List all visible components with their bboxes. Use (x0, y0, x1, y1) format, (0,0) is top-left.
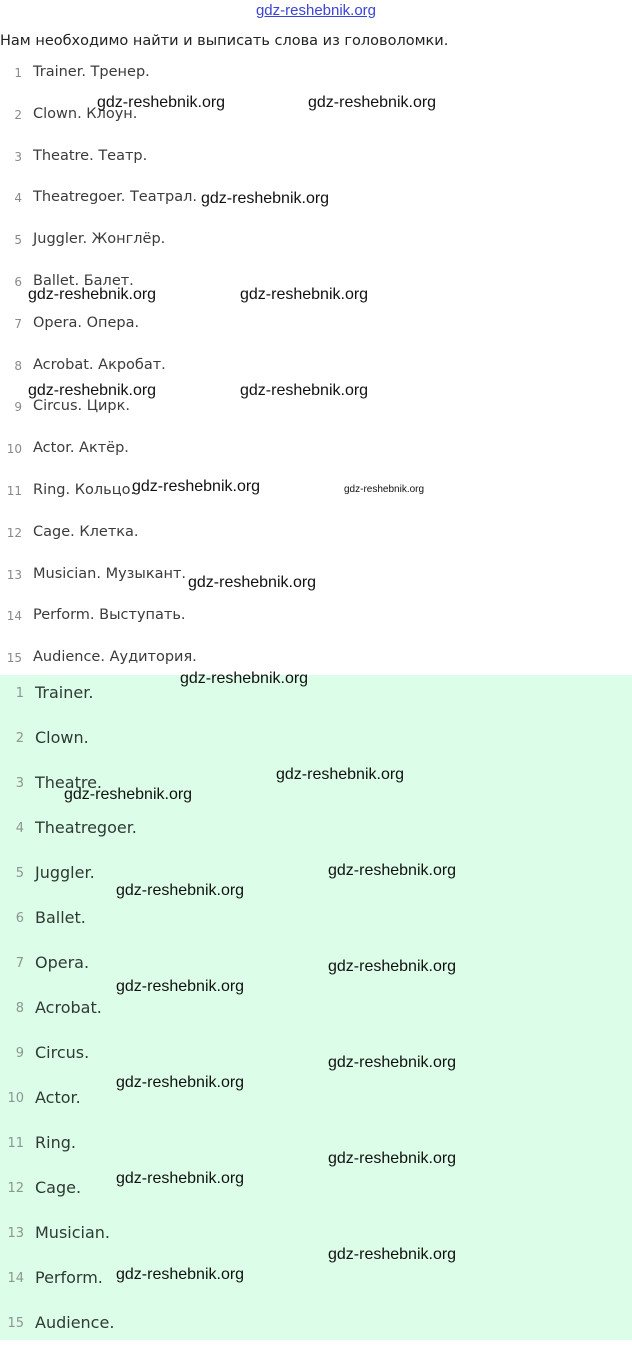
item-number: 9 (14, 400, 22, 415)
list-item (0, 303, 632, 345)
answer-item (0, 945, 632, 990)
watermark-text: gdz-reshebnik.org (180, 670, 309, 687)
watermark-text: gdz-reshebnik.org (328, 1054, 457, 1071)
answer-text: Circus. (35, 1043, 90, 1062)
list-item (0, 512, 632, 554)
item-text: Juggler. Жонглёр. (33, 231, 166, 248)
answer-number: 1 (15, 686, 24, 701)
answer-text: Clown. (35, 728, 89, 747)
site-header-link[interactable]: gdz-reshebnik.org (255, 2, 377, 19)
item-text: Theatre. Театр. (33, 147, 148, 164)
answer-number: 8 (15, 1001, 24, 1016)
task-intro: Нам необходимо найти и выписать слова из головоломки. (0, 33, 449, 49)
item-number: 2 (14, 107, 22, 122)
watermark-text: gdz-reshebnik.org (328, 862, 457, 879)
list-item (0, 345, 632, 387)
watermark-text: gdz-reshebnik.org (116, 882, 245, 899)
answer-item (0, 720, 632, 765)
answer-text: Cage. (35, 1178, 82, 1197)
watermark-text: gdz-reshebnik.org (28, 286, 157, 303)
answer-number: 4 (15, 821, 24, 836)
item-number: 1 (14, 66, 22, 80)
item-text: Circus. Цирк. (33, 398, 130, 415)
answer-item (0, 1035, 632, 1080)
item-number: 14 (6, 609, 22, 624)
watermark-text: gdz-reshebnik.org (64, 786, 193, 803)
item-text: Actor. Актёр. (33, 440, 129, 457)
answer-item (0, 1125, 632, 1170)
list-item (0, 428, 632, 470)
item-text: Cage. Клетка. (33, 523, 139, 540)
watermark-text: gdz-reshebnik.org (344, 484, 425, 495)
watermark-text: gdz-reshebnik.org (28, 382, 157, 399)
watermark-text: gdz-reshebnik.org (132, 478, 261, 495)
item-number: 12 (6, 525, 22, 540)
watermark-text: gdz-reshebnik.org (97, 94, 226, 111)
watermark-text: gdz-reshebnik.org (116, 1266, 245, 1283)
answer-item (0, 900, 632, 945)
item-number: 13 (6, 567, 22, 582)
answer-number: 14 (7, 1271, 24, 1286)
item-number: 6 (14, 275, 22, 289)
item-number: 15 (6, 651, 22, 666)
answer-number: 2 (15, 731, 24, 746)
list-item (0, 595, 632, 637)
watermark-text: gdz-reshebnik.org (116, 978, 245, 995)
answer-text: Ballet. (35, 908, 86, 927)
watermark-text: gdz-reshebnik.org (328, 958, 457, 975)
answer-number: 3 (15, 776, 24, 791)
list-item (0, 637, 632, 679)
item-text: Theatregoer. Театрал. (33, 189, 198, 206)
list-item (0, 470, 632, 512)
answer-item (0, 855, 632, 900)
item-number: 7 (14, 316, 22, 331)
item-number: 11 (6, 484, 22, 498)
item-number: 10 (6, 442, 22, 457)
item-text: Audience. Аудитория. (33, 649, 197, 666)
answer-item (0, 675, 632, 720)
watermark-text: gdz-reshebnik.org (201, 190, 330, 207)
list-item (0, 219, 632, 261)
answer-number: 15 (7, 1316, 24, 1331)
watermark-text: gdz-reshebnik.org (308, 94, 437, 111)
item-text: Clown. Клоун. (33, 105, 138, 122)
watermark-text: gdz-reshebnik.org (188, 574, 317, 591)
answer-text: Theatregoer. (35, 818, 137, 837)
answer-item (0, 1305, 632, 1350)
answer-item (0, 1215, 632, 1260)
item-text: Ring. Кольцо. (33, 482, 136, 498)
answer-text: Actor. (35, 1088, 81, 1107)
answer-item (0, 1080, 632, 1125)
answer-text: Theatre. (35, 773, 102, 792)
watermark-text: gdz-reshebnik.org (328, 1150, 457, 1167)
list-item (0, 52, 632, 94)
watermark-text: gdz-reshebnik.org (116, 1170, 245, 1187)
watermark-text: gdz-reshebnik.org (240, 382, 369, 399)
answer-number: 13 (7, 1226, 24, 1241)
item-text: Perform. Выступать. (33, 607, 186, 624)
item-number: 4 (14, 191, 22, 206)
watermark-text: gdz-reshebnik.org (240, 286, 369, 303)
item-text: Ballet. Балет. (33, 273, 134, 289)
item-text: Musician. Музыкант. (33, 565, 187, 582)
answer-item (0, 990, 632, 1035)
watermark-text: gdz-reshebnik.org (328, 1246, 457, 1263)
answer-text: Acrobat. (35, 998, 102, 1017)
watermark-text: gdz-reshebnik.org (276, 766, 405, 783)
answer-text: Perform. (35, 1268, 103, 1287)
watermark-text: gdz-reshebnik.org (116, 1074, 245, 1091)
answer-text: Musician. (35, 1223, 110, 1242)
answer-number: 12 (7, 1181, 24, 1196)
answer-text: Opera. (35, 953, 90, 972)
answer-text: Juggler. (35, 863, 95, 882)
answer-number: 9 (15, 1046, 24, 1061)
item-number: 8 (14, 358, 22, 373)
item-text: Opera. Опера. (33, 314, 140, 331)
answer-item (0, 1260, 632, 1305)
item-number: 3 (14, 149, 22, 164)
answer-number: 5 (15, 866, 24, 881)
answer-text: Trainer. (35, 683, 94, 702)
item-text: Trainer. Тренер. (33, 64, 150, 80)
answer-number: 10 (7, 1091, 24, 1106)
list-item (0, 136, 632, 178)
item-number: 5 (14, 233, 22, 248)
answer-number: 6 (15, 911, 24, 926)
item-text: Acrobat. Акробат. (33, 356, 166, 373)
answer-item (0, 810, 632, 855)
answer-text: Ring. (35, 1133, 76, 1152)
answer-item (0, 1170, 632, 1215)
answer-text: Audience. (35, 1313, 115, 1332)
answer-number: 7 (15, 956, 24, 971)
answer-number: 11 (7, 1136, 24, 1151)
